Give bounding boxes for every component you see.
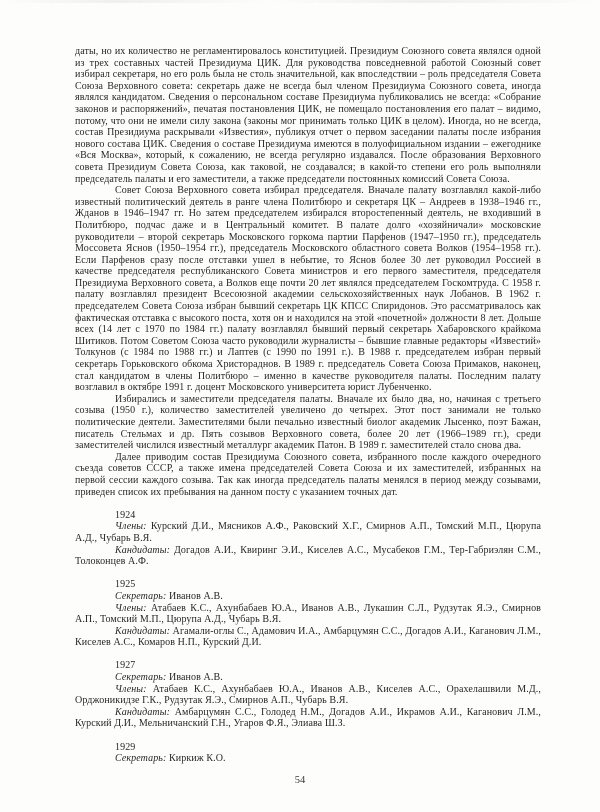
- entry-label: Кандидаты:: [115, 625, 171, 637]
- section-year: 1929: [115, 741, 136, 753]
- entry-label: Члены:: [115, 521, 147, 533]
- entry-names: Амбарцумян С.С., Голодед Н.М., Догадов А.И., Икрамов А.И., Каганович Л.М., Курский Д.И., Мельничанский Г.Н., Угаров Ф.Я., Элиава Ш.З.: [75, 706, 541, 730]
- entry-label: Секретарь:: [115, 753, 167, 765]
- entry-names: Киркиж К.О.: [169, 753, 226, 765]
- paragraph-deputies: Избирались и заместители председателя палаты. Вначале их было два, но, начиная с третьего созыва (1950 г.), количество заместителей увеличено до четырех. Этот пост занимали не только политические деятели. Заместителями были печально известный биолог академик Лысенко, поэт Бажан, писатель Стельмах и др. Пять созывов Верховного совета, более 20 лет (1966–1989 гг.), среди заместителей числился известный металлург академик Патон. В 1989 г. заместителей стало снова два.: [75, 393, 541, 452]
- entry-names: Агамали-оглы С., Адамович И.А., Амбарцумян С.С., Догадов А.И., Каганович Л.М., Киселев А.С., Комаров Н.П., Курский Д.И.: [75, 625, 541, 649]
- entry-label: Кандидаты:: [115, 544, 171, 556]
- paragraph-list-intro: Далее приводим состав Президиума Союзного совета, избранного после каждого очередного съезда советов СССР, а также имена председателей Совета Союза и их заместителей, избранных на первой сессии каждого созыва. Так как иногда председатель палаты менялся в период между созывами, приведен список их пребывания на данном посту с указанием точных дат.: [75, 451, 541, 498]
- section-1924: [75, 510, 541, 568]
- text-body: [75, 46, 541, 765]
- section-year: 1925: [115, 579, 136, 591]
- entry-candidates: [75, 626, 541, 649]
- section-year: 1924: [115, 509, 136, 521]
- section-1929: [75, 742, 541, 765]
- entry-label: Члены:: [115, 683, 147, 695]
- entry-names: Курский Д.И., Мясников А.Ф., Раковский Х.Г., Смирнов А.П., Томский М.П., Цюрупа А.Д., Чубарь В.Я.: [75, 521, 541, 544]
- entry-names: Иванов А.В.: [169, 590, 223, 602]
- entry-members: [75, 684, 541, 707]
- entry-secretary: [75, 753, 541, 765]
- section-1927: [75, 660, 541, 730]
- entry-label: Кандидаты:: [115, 706, 171, 718]
- entry-names: Иванов А.В.: [169, 672, 223, 684]
- entry-names: Атабаев К.С., Ахунбабаев Ю.А., Иванов А.В., Киселев А.С., Орахелашвили М.Д., Орджоникидзе Г.К., Рудзутак Я.Э., Смирнов А.П., Чубарь В.Я.: [75, 683, 541, 707]
- entry-members: [75, 521, 541, 544]
- entry-label: Секретарь:: [115, 672, 167, 684]
- page-number: 54: [294, 775, 306, 786]
- paragraph-continuation: даты, но их количество не регламентировалось конституцией. Президиум Союзного совета являлся одной из трех составных частей Президиума ЦИК. Для руководства повседневной работой Союзный совет избирал секретаря, но его роль была не столь значительной, как впоследствии – роль председателя Совета Союза Верховного совета: секретарь даже не всегда был членом Президиума Союзного совета, иногда являлся кандидатом. Сведения о персональном составе Президиума публиковались не всегда: «Собрание законов и распоряжений», печатая постановления ЦИК, не помещало постановления его палат – видимо, потому, что они не имели силу закона (законы мог принимать только ЦИК в целом). Иногда, но не всегда, состав Президиума раскрывали «Известия», публикуя отчет о первом заседании палаты после избрания нового состава ЦИК. Сведения о составе Президиума имеются в полуофициальном издании – ежегоднике «Вся Москва», который, к сожалению, не всегда регулярно издавался. После образования Верховного совета Президиум Совета Союза, как таковой, не создавался; в какой-то степени его роль выполняли председатель палаты и его заместители, а также председатели постоянных комиссий Совета Союза.: [75, 46, 541, 185]
- paragraph-chairmen-history: Совет Союза Верховного совета избирал председателя. Вначале палату возглавлял какой-либо известный политический деятель в ранге члена Политбюро и секретаря ЦК – Андреев в 1938–1946 гг., Жданов в 1946–1947 гг. Но затем председателем избирался второстепенный деятель, не входивший в Политбюро, подчас даже и в Центральный комитет. В палате долго «хозяйничали» московские руководители – второй секретарь Московского горкома партии Парфенов (1947–1950 гг.), председатель Моссовета Яснов (1950–1954 гг.), председатель Московского областного совета Волков (1954–1958 гг.). Если Парфенов сразу после отставки ушел в небытие, то Яснов более 30 лет руководил Россией в качестве председателя республиканского Совета министров и его первого заместителя, председателя Президиума Верховного совета, а Волков еще почти 20 лет являлся председателем Госкомтруда. С 1958 г. палату возглавлял президент Всесоюзной академии сельскохозяйственных наук Лобанов. В 1962 г. председателем Совета Союза избран бывший секретарь ЦК КПСС Спиридонов. Это рассматривалось как фактическая отставка с высокого поста, хотя он и находился на этой «почетной» должности 8 лет. Дольше всех (14 лет с 1970 по 1984 гг.) палату возглавлял бывший первый секретарь Хабаровского крайкома Шитиков. Потом Советом Союза часто руководили журналисты – бывшие главные редакторы «Известий» Толкунов (с 1984 по 1988 гг.) и Лаптев (с 1990 по 1991 г.). В 1988 г. председателем избран первый секретарь Горьковского обкома Христораднов. В 1989 г. председатель Совета Союза Примаков, наконец, стал кандидатом в члены Политбюро – именно в качестве руководителя палаты. Последним палату возглавил в октябре 1991 г. доцент Московского университета юрист Лубенченко.: [75, 185, 541, 394]
- entry-candidates: [75, 545, 541, 568]
- entry-secretary: [75, 672, 541, 684]
- entry-members: [75, 603, 541, 626]
- section-1925: [75, 579, 541, 649]
- entry-label: Члены:: [115, 602, 147, 614]
- entry-candidates: [75, 707, 541, 730]
- entry-names: Догадов А.И., Квиринг Э.И., Киселев А.С., Мусабеков Г.М., Тер-Габриэлян С.М., Толоконцев А.Ф.: [75, 544, 542, 568]
- entry-secretary: [75, 591, 541, 603]
- scan-artifact-edge: [0, 0, 600, 3]
- section-year: 1927: [115, 660, 136, 672]
- entry-label: Секретарь:: [115, 590, 167, 602]
- entry-names: Атабаев К.С., Ахунбабаев Ю.А., Иванов А.В., Лукашин С.Л., Рудзутак Я.Э., Смирнов А.П., Томский М.П., Цюрупа А.Д., Чубарь В.Я.: [75, 602, 541, 626]
